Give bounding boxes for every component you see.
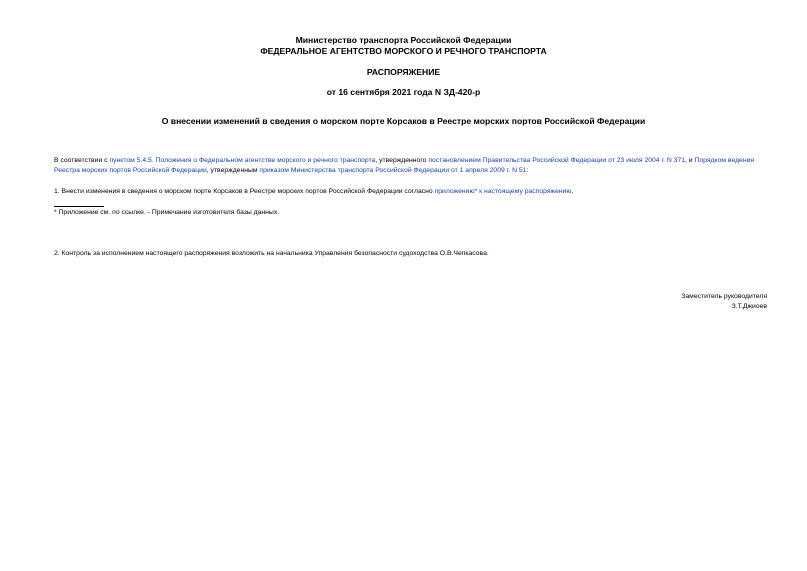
item-1-paragraph xyxy=(54,187,770,197)
document-type: РАСПОРЯЖЕНИЕ xyxy=(366,67,441,77)
item-2-paragraph: 2. Контроль за исполнением настоящего распоряжения возложить на начальника Управления безопасности судоходства О.В.Чепкасова. xyxy=(54,250,489,257)
link-registry-procedure[interactable]: Порядком ведения Реестра морских портов Российской Федерации xyxy=(54,157,755,174)
ministry-name: Министерство транспорта Российской Федерации xyxy=(295,35,512,45)
preamble-paragraph xyxy=(54,156,770,176)
document-date-number: от 16 сентября 2021 года N ЗД-420-р xyxy=(326,87,481,97)
link-regulation-clause[interactable]: пунктом 5.4.5. Положения о Федеральном агентстве морского и речного транспорта xyxy=(109,157,376,164)
footnote-text: * Приложение см. по ссылке. - Примечание изготовителя базы данных. xyxy=(54,209,280,216)
item-1-text-2: . xyxy=(571,188,574,195)
link-government-decree[interactable]: постановлением Правительства Российской Федерации от 23 июля 2004 г. N 371 xyxy=(428,157,686,164)
preamble-text-1: В соответствии с xyxy=(54,157,110,164)
preamble-text-3: , и xyxy=(685,157,695,164)
item-1-text-1: 1. Внести изменения в сведения о морском порте Корсаков в Реестре морских портов Российской Федерации согласно xyxy=(54,188,435,195)
document-title: О внесении изменений в сведения о морском порте Корсаков в Реестре морских портов Российской Федерации xyxy=(161,116,646,126)
preamble-text-2: , утвержденного xyxy=(375,157,429,164)
link-appendix[interactable]: приложению* к настоящему распоряжению xyxy=(434,188,572,195)
signature-name: З.Т.Джиоев xyxy=(731,303,767,310)
footnote-separator xyxy=(54,206,104,207)
agency-name: ФЕДЕРАЛЬНОЕ АГЕНТСТВО МОРСКОГО И РЕЧНОГО ТРАНСПОРТА xyxy=(260,46,547,56)
preamble-text-5: : xyxy=(526,167,529,174)
signature-position: Заместитель руководителя xyxy=(681,293,767,300)
preamble-text-4: , утвержденным xyxy=(206,167,260,174)
link-ministry-order[interactable]: приказом Министерства транспорта Российской Федерации от 1 апреля 2009 г. N 51 xyxy=(259,167,527,174)
